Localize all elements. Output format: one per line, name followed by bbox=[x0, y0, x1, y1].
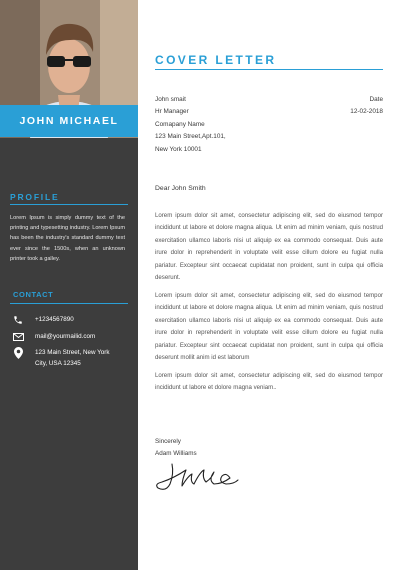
contact-address bbox=[12, 347, 110, 369]
address-line-1: 123 Main Street, New York bbox=[35, 349, 110, 356]
contact-email bbox=[12, 331, 95, 342]
paragraph-1: Lorem ipsum dolor sit amet, consectetur adipiscing elit, sed do eiusmod tempor incididunt ut labore et dolore magna aliqua. Ut enim ad minim veniam, quis nostrud exercitation ullamco laboris nisi ut aliquip ex ea commodo consequat. Duis aute irure dolor in reprehenderit in voluptate velit esse cillum dolore eu fugiat nulla pariatur. Excepteur sint occaecat cupidatat non proident, sunt in culpa qui officia deserunt. bbox=[155, 212, 383, 282]
paragraph-2: Lorem ipsum dolor sit amet, consectetur adipiscing elit, sed do eiusmod tempor incididunt ut labore et dolore magna aliqua. Ut enim ad minim veniam, quis nostrud exercitation ullamco laboris nisi ut aliquip ex ea commodo consequat. Duis aute irure dolor in reprehenderit in voluptate velit esse cillum dolore eu fugiat nulla pariatur. Excepteur sint occaecat cupidatat non proident, sunt in culpa qui officia deserunt mollit anim id est laborum bbox=[155, 292, 383, 362]
letter-body bbox=[138, 0, 403, 570]
paragraph-3: Lorem ipsum dolor sit amet, consectetur adipiscing elit, sed do eiusmod tempor incididunt ut labore et dolore magna veniam.. bbox=[155, 372, 383, 392]
date-label: Date bbox=[369, 96, 383, 103]
candidate-name: JOHN MICHAEL bbox=[19, 115, 119, 127]
recipient-company: Comapany Name bbox=[155, 120, 205, 128]
recipient-address bbox=[155, 94, 226, 156]
recipient-street: 123 Main Street,Apt.101, bbox=[155, 133, 226, 141]
contact-heading: CONTACT bbox=[13, 290, 54, 299]
document-title: COVER LETTER bbox=[155, 53, 277, 67]
profile-text: Lorem Ipsum is simply dummy text of the printing and typesetting industry. Lorem Ipsum has been the industry's standard dummy text ever since the 1500s, when an unknown printer took a galley. bbox=[10, 215, 125, 262]
profile-divider bbox=[10, 204, 128, 205]
address-line-2: City, USA 12345 bbox=[35, 360, 81, 367]
contact-divider bbox=[10, 303, 128, 304]
greeting: Dear John Smith bbox=[155, 185, 206, 192]
phone-number: +1234567890 bbox=[35, 316, 74, 323]
title-divider bbox=[155, 69, 383, 70]
name-band bbox=[0, 105, 138, 137]
recipient-name: John smait bbox=[155, 96, 186, 103]
date-value: 12-02-2018 bbox=[350, 108, 383, 116]
recipient-city: New York 10001 bbox=[155, 145, 202, 153]
signer-name: Adam Williams bbox=[155, 449, 197, 457]
phone-icon bbox=[12, 314, 24, 325]
recipient-role: Hr Manager bbox=[155, 108, 189, 116]
closing-phrase: Sincerely bbox=[155, 438, 181, 445]
date-block bbox=[350, 94, 383, 119]
contact-phone bbox=[12, 314, 74, 325]
closing-block bbox=[155, 436, 197, 459]
envelope-icon bbox=[12, 331, 24, 342]
profile-heading: PROFILE bbox=[10, 192, 60, 202]
signature bbox=[152, 460, 242, 499]
email-address: mail@yourmailid.com bbox=[35, 333, 96, 340]
location-pin-icon bbox=[12, 347, 24, 358]
sidebar bbox=[0, 0, 138, 570]
